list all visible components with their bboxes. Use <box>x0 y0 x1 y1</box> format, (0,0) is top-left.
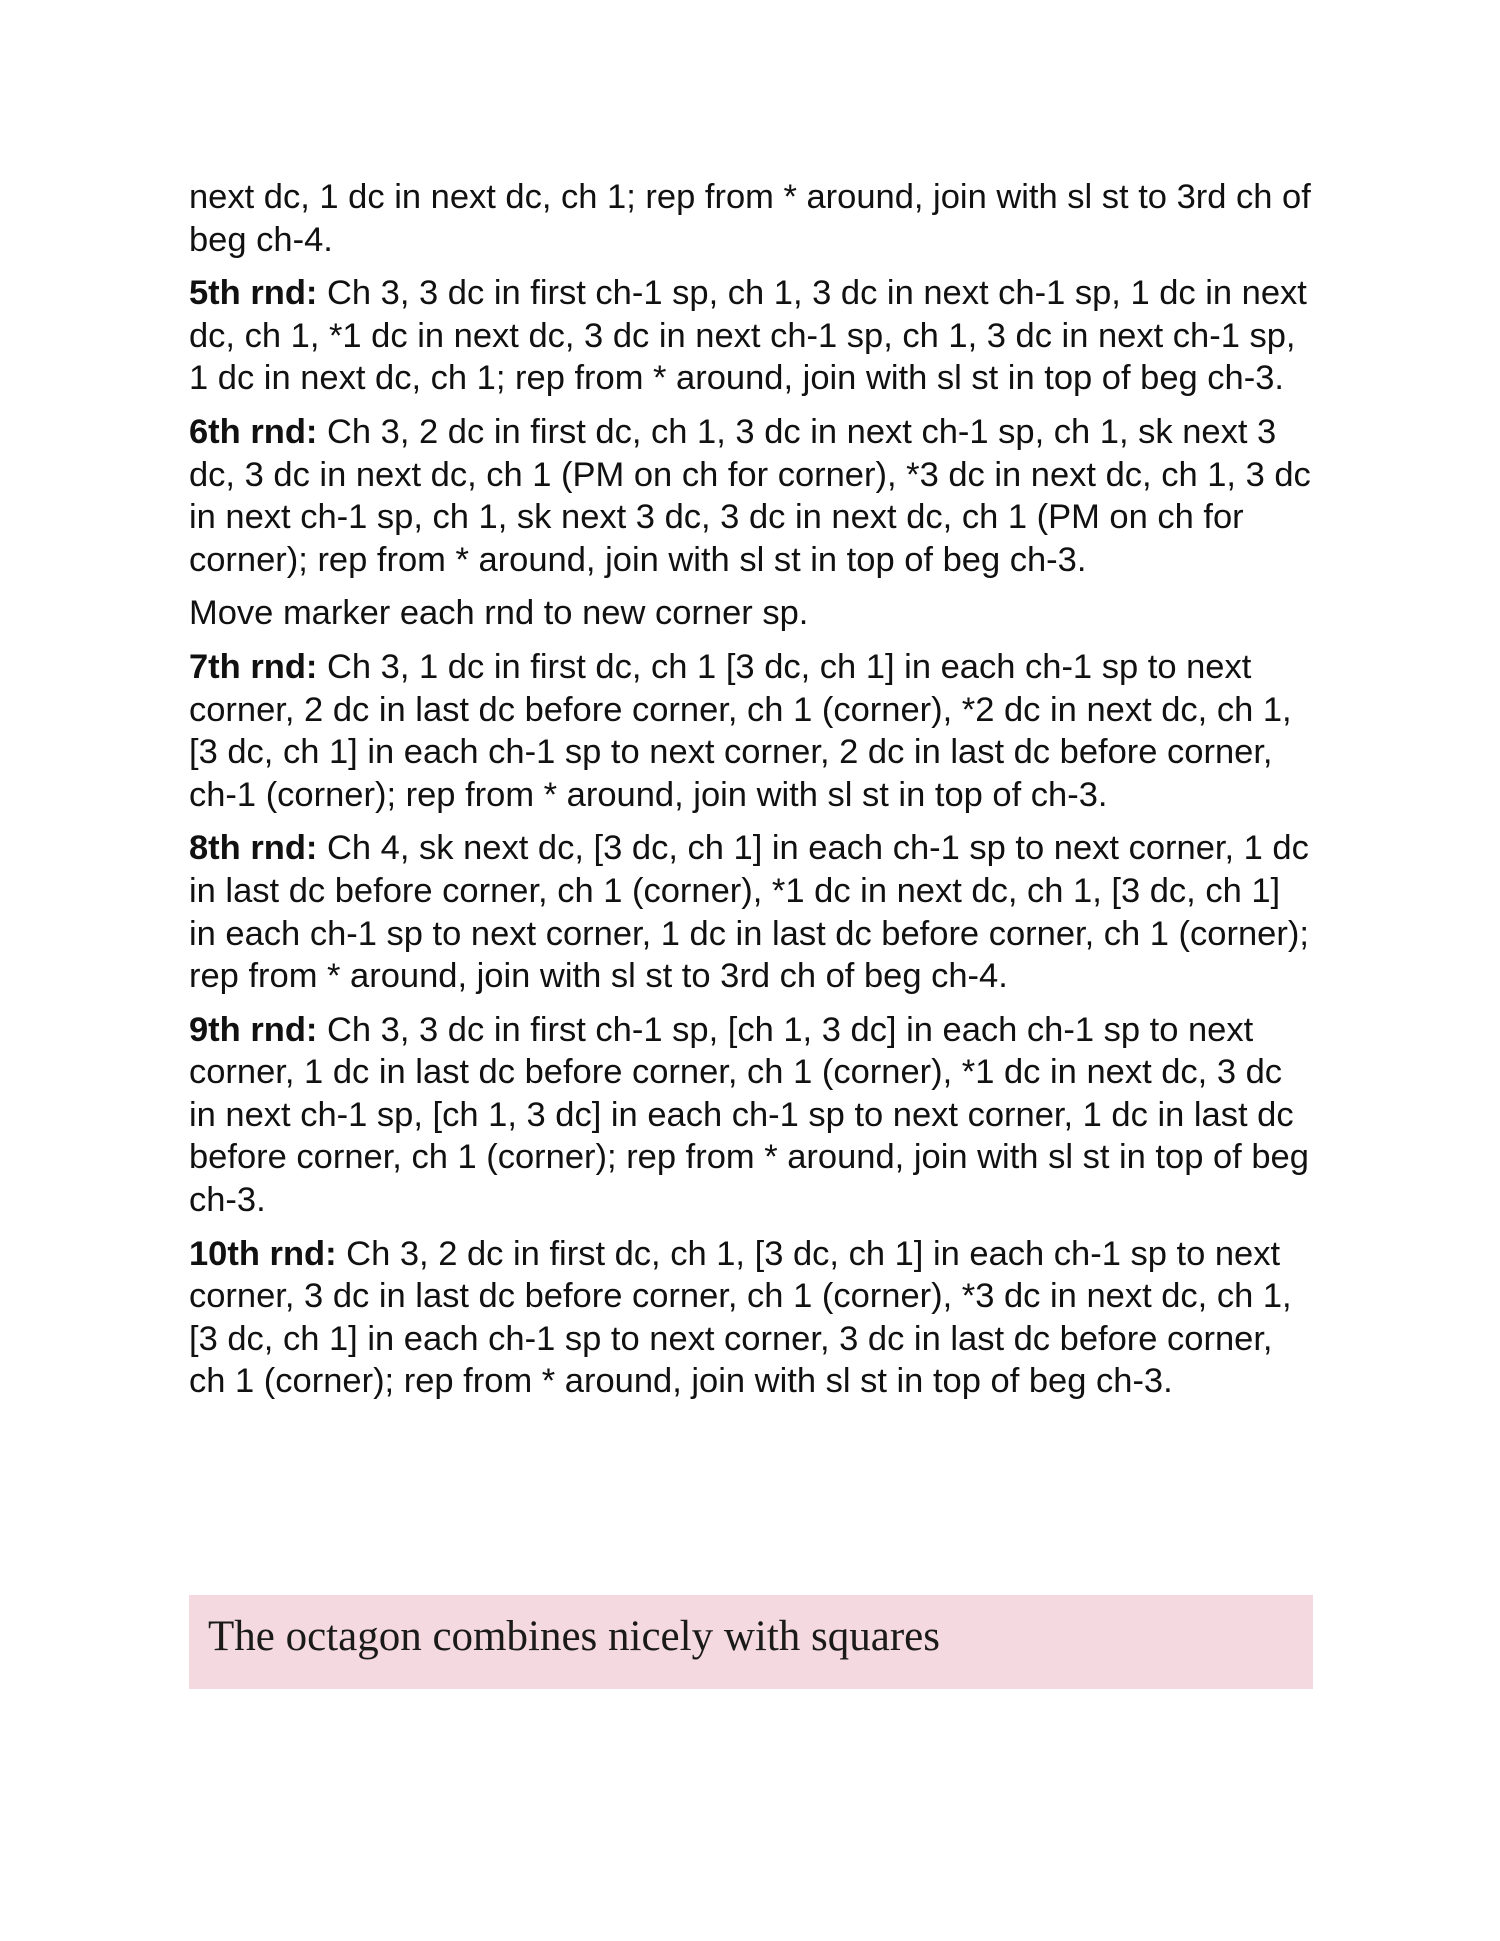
round-text: Ch 3, 1 dc in first dc, ch 1 [3 dc, ch 1] in each ch-1 sp to next corner, 2 dc in last dc before corner, ch 1 (corner), *2 dc in next dc, ch 1, [3 dc, ch 1] in each ch-1 sp to next corner, 2 dc in last dc before corner, ch-1 (corner); rep from * around, join with sl st in top of ch-3. <box>189 647 1292 814</box>
callout-box <box>189 1595 1313 1689</box>
paragraph-round-5 <box>189 272 1313 400</box>
callout-heading: The octagon combines nicely with squares <box>208 1613 940 1660</box>
paragraph-round-6 <box>189 411 1313 581</box>
round-label: 5th rnd: <box>189 274 318 313</box>
paragraph-continuation <box>189 176 1313 261</box>
paragraph-round-9 <box>189 1009 1313 1222</box>
round-text: Ch 3, 3 dc in first ch-1 sp, ch 1, 3 dc in next ch-1 sp, 1 dc in next dc, ch 1, *1 dc in next dc, 3 dc in next ch-1 sp, ch 1, 3 dc in next ch-1 sp, 1 dc in next dc, ch 1; rep from * around, join with sl st in top of beg ch-3. <box>189 274 1307 398</box>
round-label: 10th rnd: <box>189 1234 337 1273</box>
round-text: Move marker each rnd to new corner sp. <box>189 594 809 633</box>
round-text: next dc, 1 dc in next dc, ch 1; rep from * around, join with sl st to 3rd ch of beg ch-4. <box>189 178 1311 259</box>
round-label: 8th rnd: <box>189 829 318 868</box>
round-text: Ch 3, 2 dc in first dc, ch 1, 3 dc in next ch-1 sp, ch 1, sk next 3 dc, 3 dc in next dc, ch 1 (PM on ch for corner), *3 dc in next dc, ch 1, 3 dc in next ch-1 sp, ch 1, sk next 3 dc, 3 dc in next dc, ch 1 (PM on ch for corner); rep from * around, join with sl st in top of beg ch-3. <box>189 412 1311 579</box>
paragraph-marker-note <box>189 592 1313 635</box>
round-label: 7th rnd: <box>189 647 318 686</box>
round-text: Ch 4, sk next dc, [3 dc, ch 1] in each ch-1 sp to next corner, 1 dc in last dc before corner, ch 1 (corner), *1 dc in next dc, ch 1, [3 dc, ch 1] in each ch-1 sp to next corner, 1 dc in last dc before corner, ch 1 (corner); rep from * around, join with sl st to 3rd ch of beg ch-4. <box>189 829 1309 996</box>
paragraph-round-7 <box>189 646 1313 816</box>
paragraph-round-8 <box>189 827 1313 997</box>
round-label: 9th rnd: <box>189 1010 318 1049</box>
pattern-instructions <box>189 176 1313 1414</box>
round-text: Ch 3, 2 dc in first dc, ch 1, [3 dc, ch 1] in each ch-1 sp to next corner, 3 dc in last dc before corner, ch 1 (corner), *3 dc in next dc, ch 1, [3 dc, ch 1] in each ch-1 sp to next corner, 3 dc in last dc before corner, ch 1 (corner); rep from * around, join with sl st in top of beg ch-3. <box>189 1234 1292 1401</box>
round-label: 6th rnd: <box>189 412 318 451</box>
paragraph-round-10 <box>189 1233 1313 1403</box>
round-text: Ch 3, 3 dc in first ch-1 sp, [ch 1, 3 dc] in each ch-1 sp to next corner, 1 dc in last dc before corner, ch 1 (corner), *1 dc in next dc, 3 dc in next ch-1 sp, [ch 1, 3 dc] in each ch-1 sp to next corner, 1 dc in last dc before corner, ch 1 (corner); rep from * around, join with sl st in top of beg ch-3. <box>189 1010 1309 1220</box>
